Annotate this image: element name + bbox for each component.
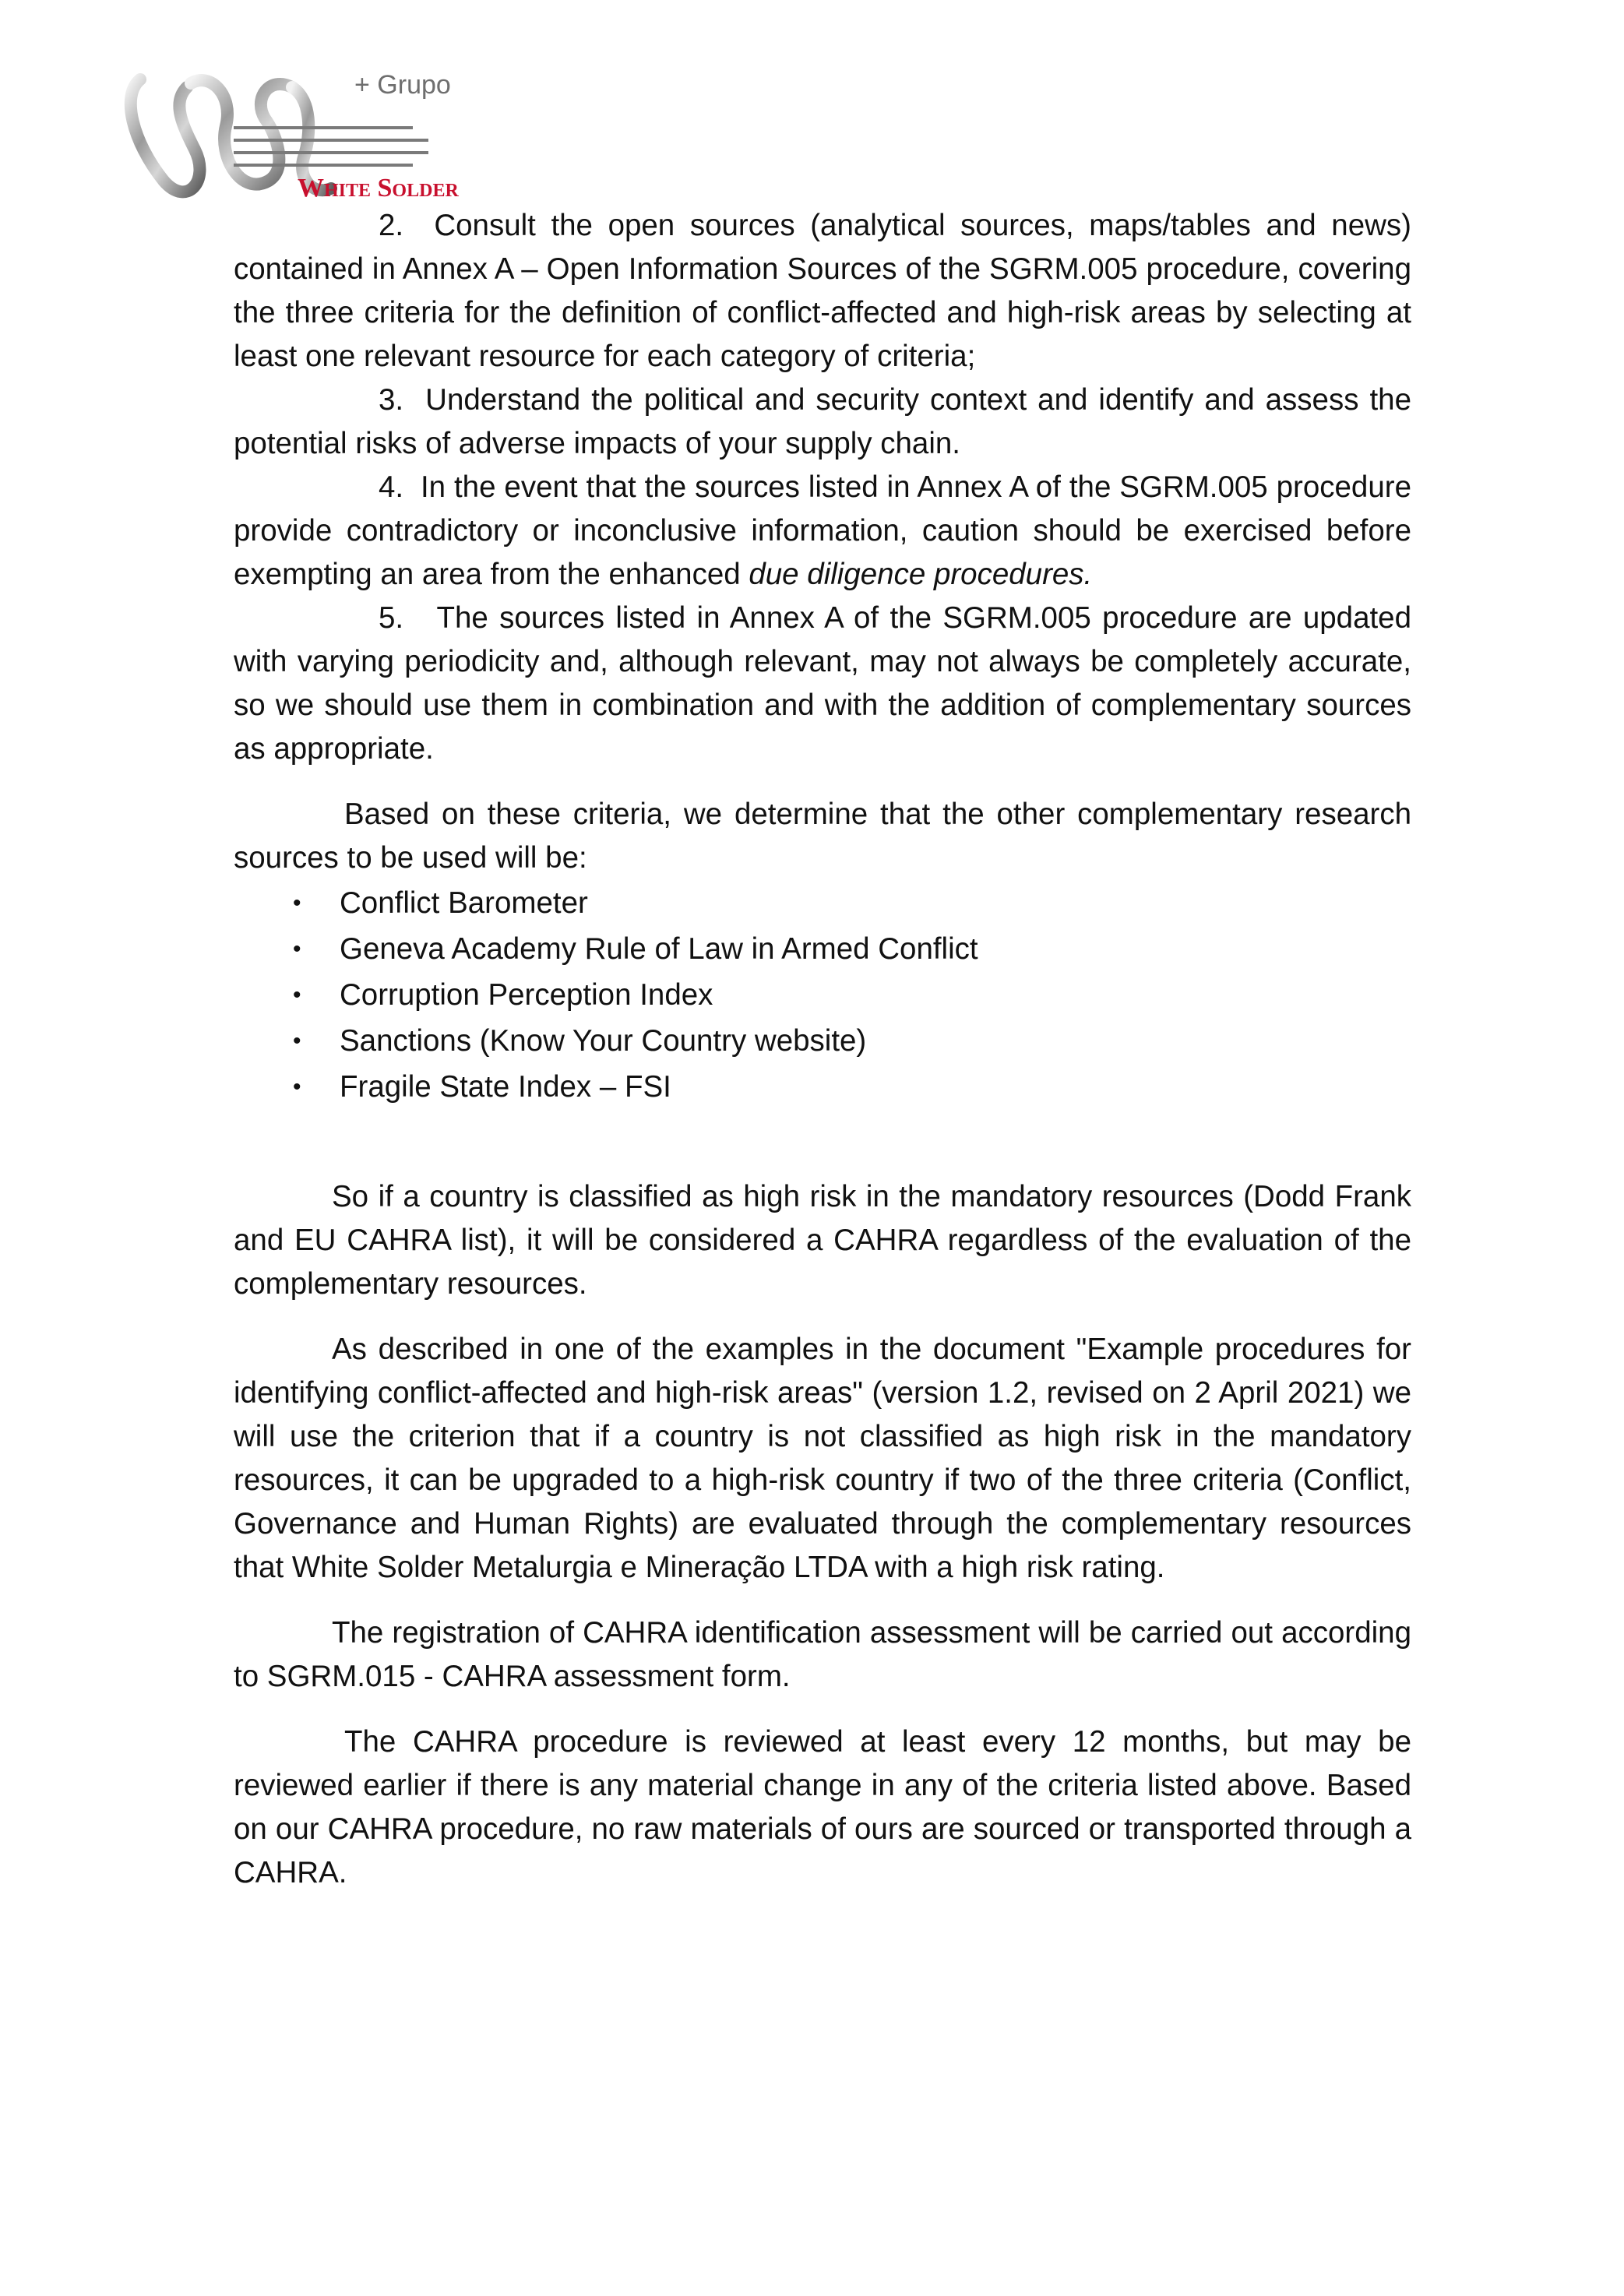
list-item — [234, 1018, 1411, 1064]
item-number: 2. — [379, 209, 404, 242]
item-text: The sources listed in Annex A of the SGRM.005 procedure are updated with varying periodicity and, although relevant, may not always be completely accurate, so we should use them in combination and with the addition of complementary sources as appropriate. — [234, 601, 1411, 766]
bullet-icon: • — [293, 936, 301, 962]
list-item-4 — [234, 466, 1411, 597]
complementary-sources-list — [234, 880, 1411, 1110]
item-number: 4. — [379, 470, 404, 504]
source-name: Fragile State Index – FSI — [340, 1070, 671, 1104]
item-text: Consult the open sources (analytical sources, maps/tables and news) contained in Annex A – Open Information Sources of the SGRM.005 procedure, covering the three criteria for the definition of conflict-affected and high-risk areas by selecting at least one relevant resource for each category of criteria; — [234, 209, 1411, 373]
bullet-icon: • — [293, 890, 301, 916]
bullet-icon: • — [293, 982, 301, 1008]
item-text: Understand the political and security context and identify and assess the potential risks of adverse impacts of your supply chain. — [234, 383, 1411, 460]
bullet-icon: • — [293, 1028, 301, 1054]
company-logo — [117, 64, 506, 212]
logo-brand-text: White Solder — [298, 174, 459, 202]
item-number: 3. — [379, 383, 404, 417]
list-item-5 — [234, 597, 1411, 771]
list-item — [234, 972, 1411, 1018]
spacer — [234, 1110, 1411, 1153]
high-risk-paragraph: So if a country is classified as high risk in the mandatory resources (Dodd Frank and EU CAHRA list), it will be considered a CAHRA regardless of the evaluation of the complementary resources. — [234, 1180, 1411, 1301]
source-name: Sanctions (Know Your Country website) — [340, 1024, 867, 1058]
list-item-2 — [234, 204, 1411, 379]
list-item — [234, 880, 1411, 926]
logo-prefix-text: + Grupo — [354, 70, 451, 100]
bullet-icon: • — [293, 1074, 301, 1100]
example-procedures-paragraph: As described in one of the examples in the document "Example procedures for identifying conflict-affected and high-risk areas" (version 1.2, revised on 2 April 2021) we will use the criterion that if a country is not classified as high risk in the mandatory resources, it can be upgraded to a high-risk country if two of the three criteria (Conflict, Governance and Human Rights) are evaluated through the complementary resources that White Solder Metalurgia e Mineração LTDA with a high risk rating. — [234, 1333, 1411, 1584]
white-solder-logo-mark — [117, 64, 506, 212]
list-item — [234, 926, 1411, 972]
item-text: In the event that the sources listed in Annex A of the SGRM.005 procedure provide contradictory or inconclusive information, caution should be exercised before exempting an area from the enhanced — [234, 470, 1411, 591]
document-body — [234, 204, 1411, 1895]
item-italic-text: due diligence procedures. — [749, 558, 1093, 591]
criteria-intro-paragraph: Based on these criteria, we determine that the other complementary research sources to be used will be: — [234, 798, 1411, 875]
item-number: 5. — [379, 601, 404, 635]
list-item — [234, 1064, 1411, 1110]
source-name: Conflict Barometer — [340, 886, 588, 920]
registration-paragraph: The registration of CAHRA identification assessment will be carried out according to SGRM.015 - CAHRA assessment form. — [234, 1616, 1411, 1693]
source-name: Corruption Perception Index — [340, 978, 713, 1012]
review-paragraph: The CAHRA procedure is reviewed at least every 12 months, but may be reviewed earlier if there is any material change in any of the criteria listed above. Based on our CAHRA procedure, no raw materials of ours are sourced or transported through a CAHRA. — [234, 1725, 1411, 1889]
list-item-3 — [234, 379, 1411, 466]
source-name: Geneva Academy Rule of Law in Armed Conflict — [340, 932, 978, 966]
